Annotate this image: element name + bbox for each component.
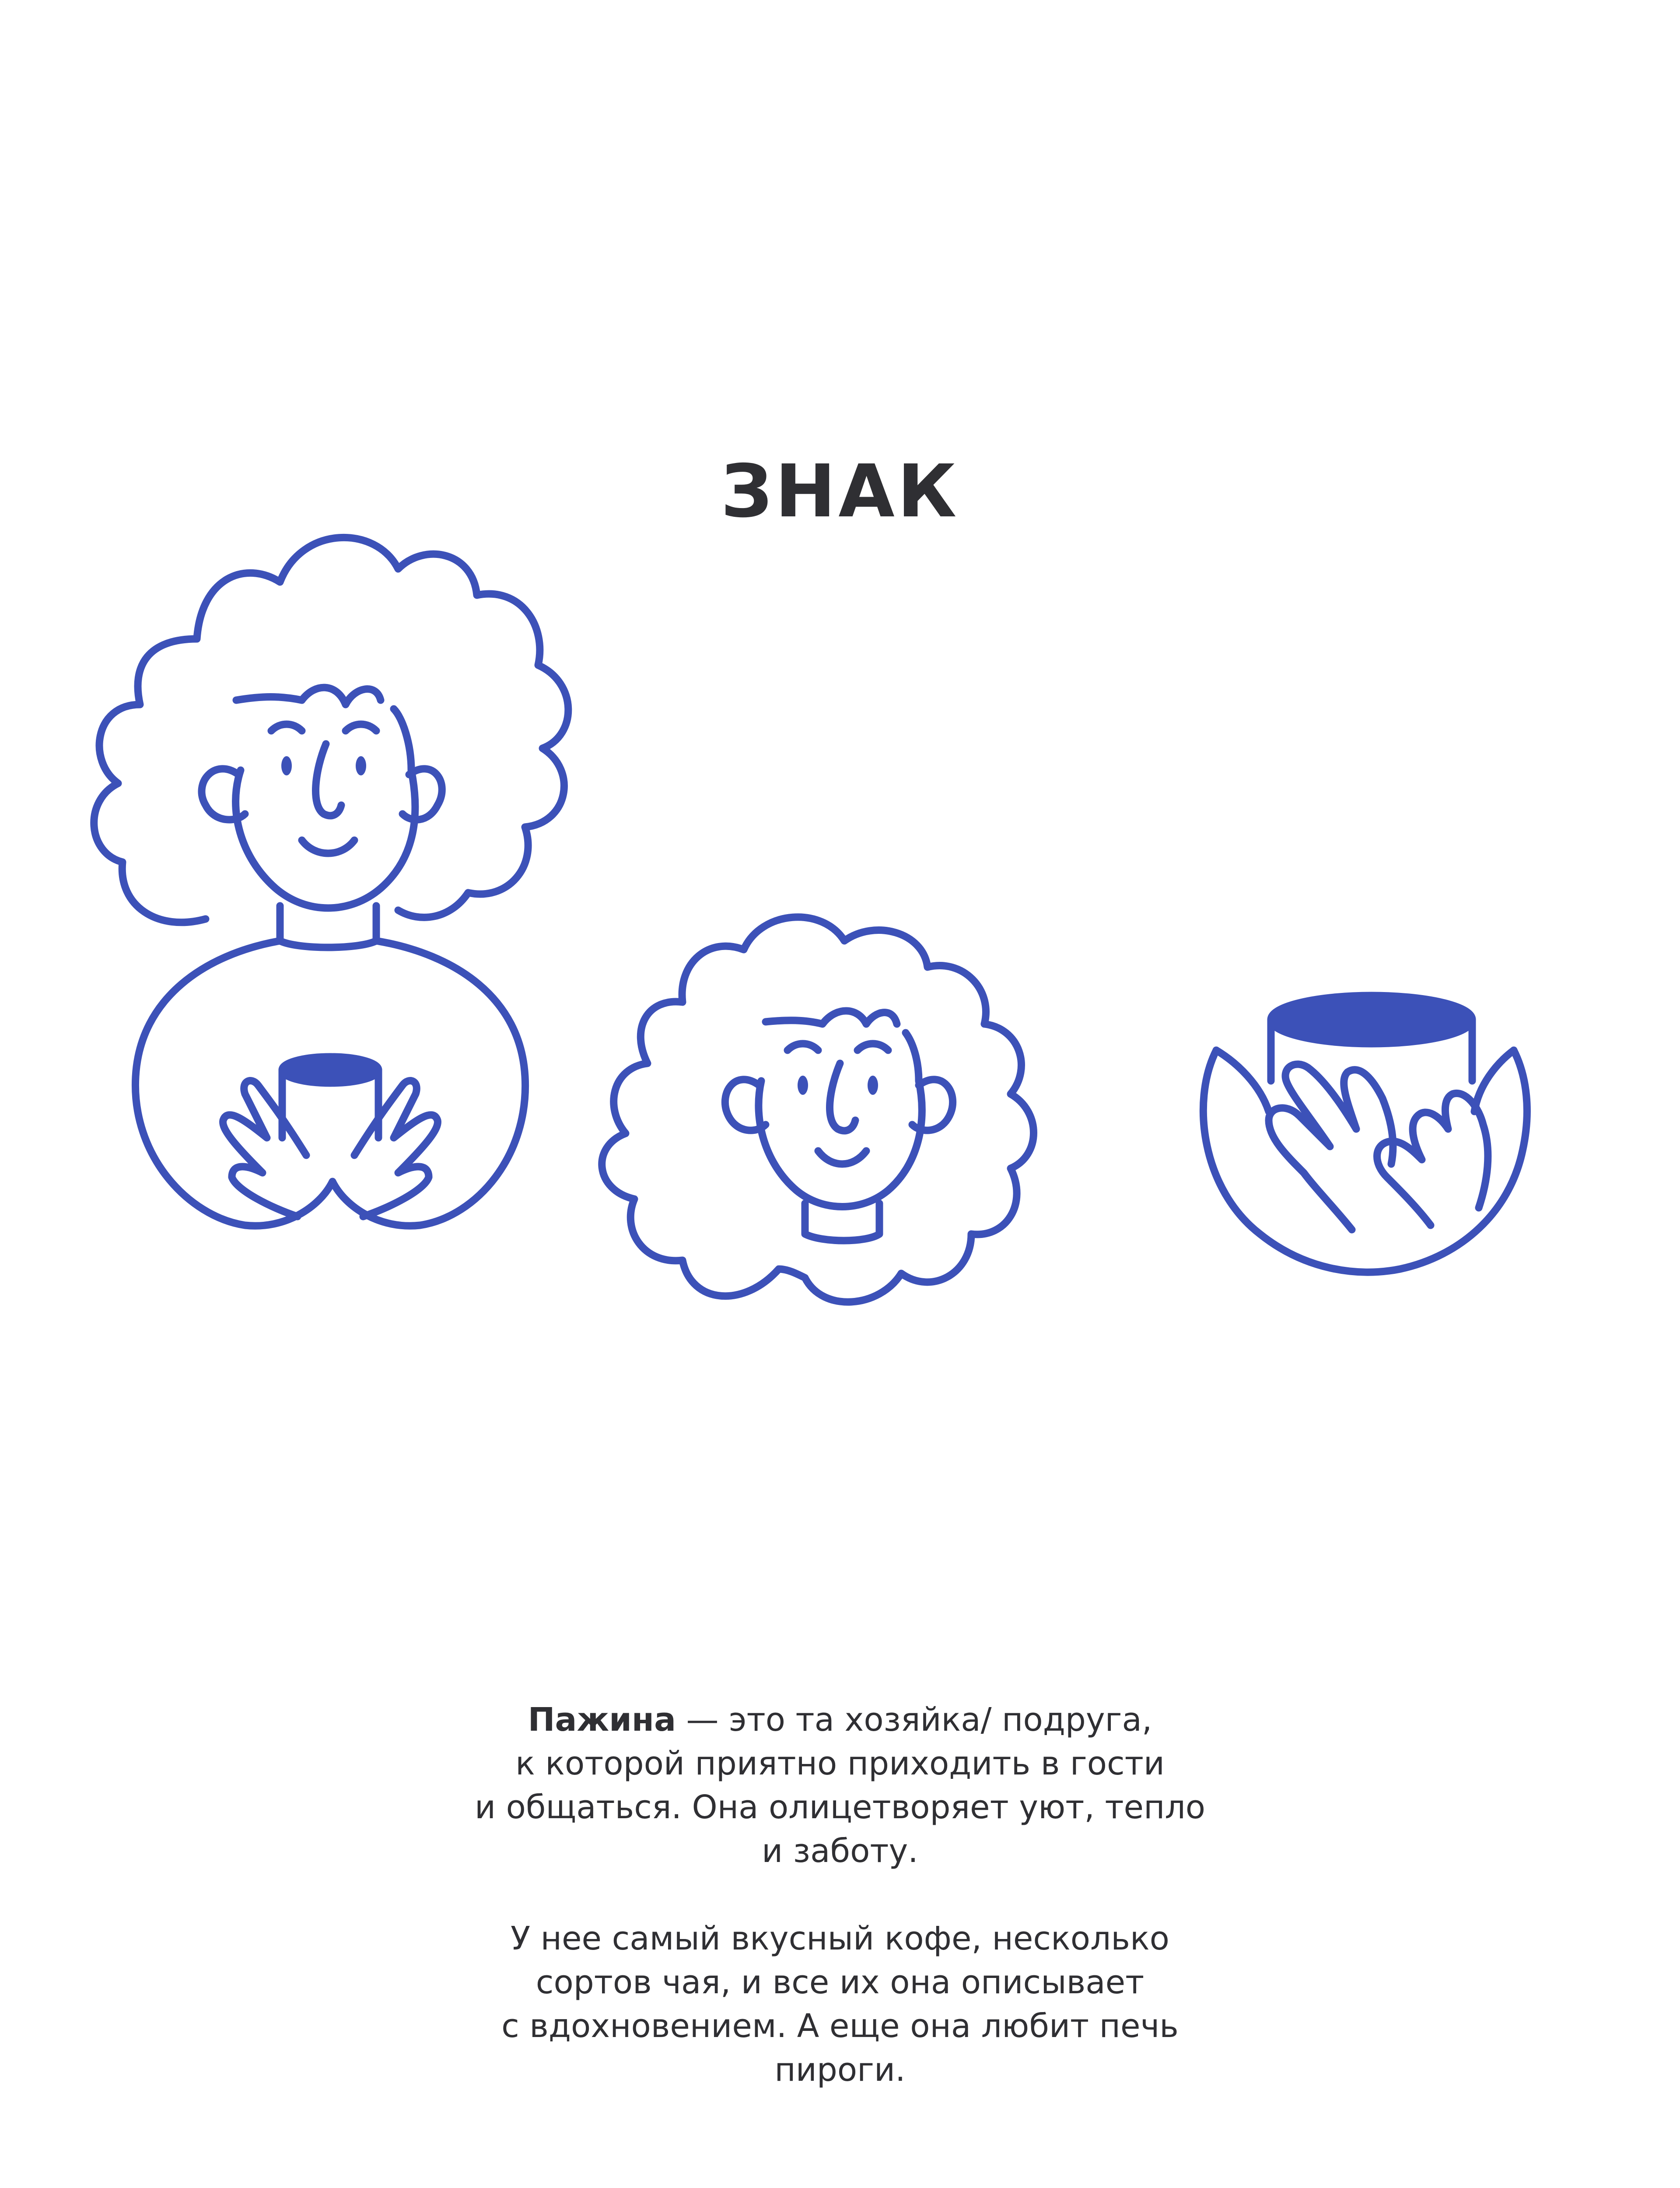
description-line: к которой приятно приходить в гости xyxy=(515,1745,1165,1782)
brand-name: Пажина xyxy=(528,1701,676,1739)
description-line: сортов чая, и все их она описывает xyxy=(536,1964,1144,2001)
brand-description xyxy=(394,1698,1286,2092)
description-line: У нее самый вкусный кофе, несколько xyxy=(511,1920,1169,1957)
description-line: с вдохновением. А еще она любит печь xyxy=(501,2007,1179,2045)
description-line: и общаться. Она олицетворяет уют, тепло xyxy=(474,1788,1206,1826)
description-line: пироги. xyxy=(774,2051,906,2089)
description-paragraph-1 xyxy=(394,1698,1286,1873)
description-line: — это та хозяйка/ подруга, xyxy=(676,1701,1152,1739)
description-line: и заботу. xyxy=(762,1832,918,1870)
page-title: ЗНАК xyxy=(721,449,959,534)
description-paragraph-2 xyxy=(394,1917,1286,2092)
